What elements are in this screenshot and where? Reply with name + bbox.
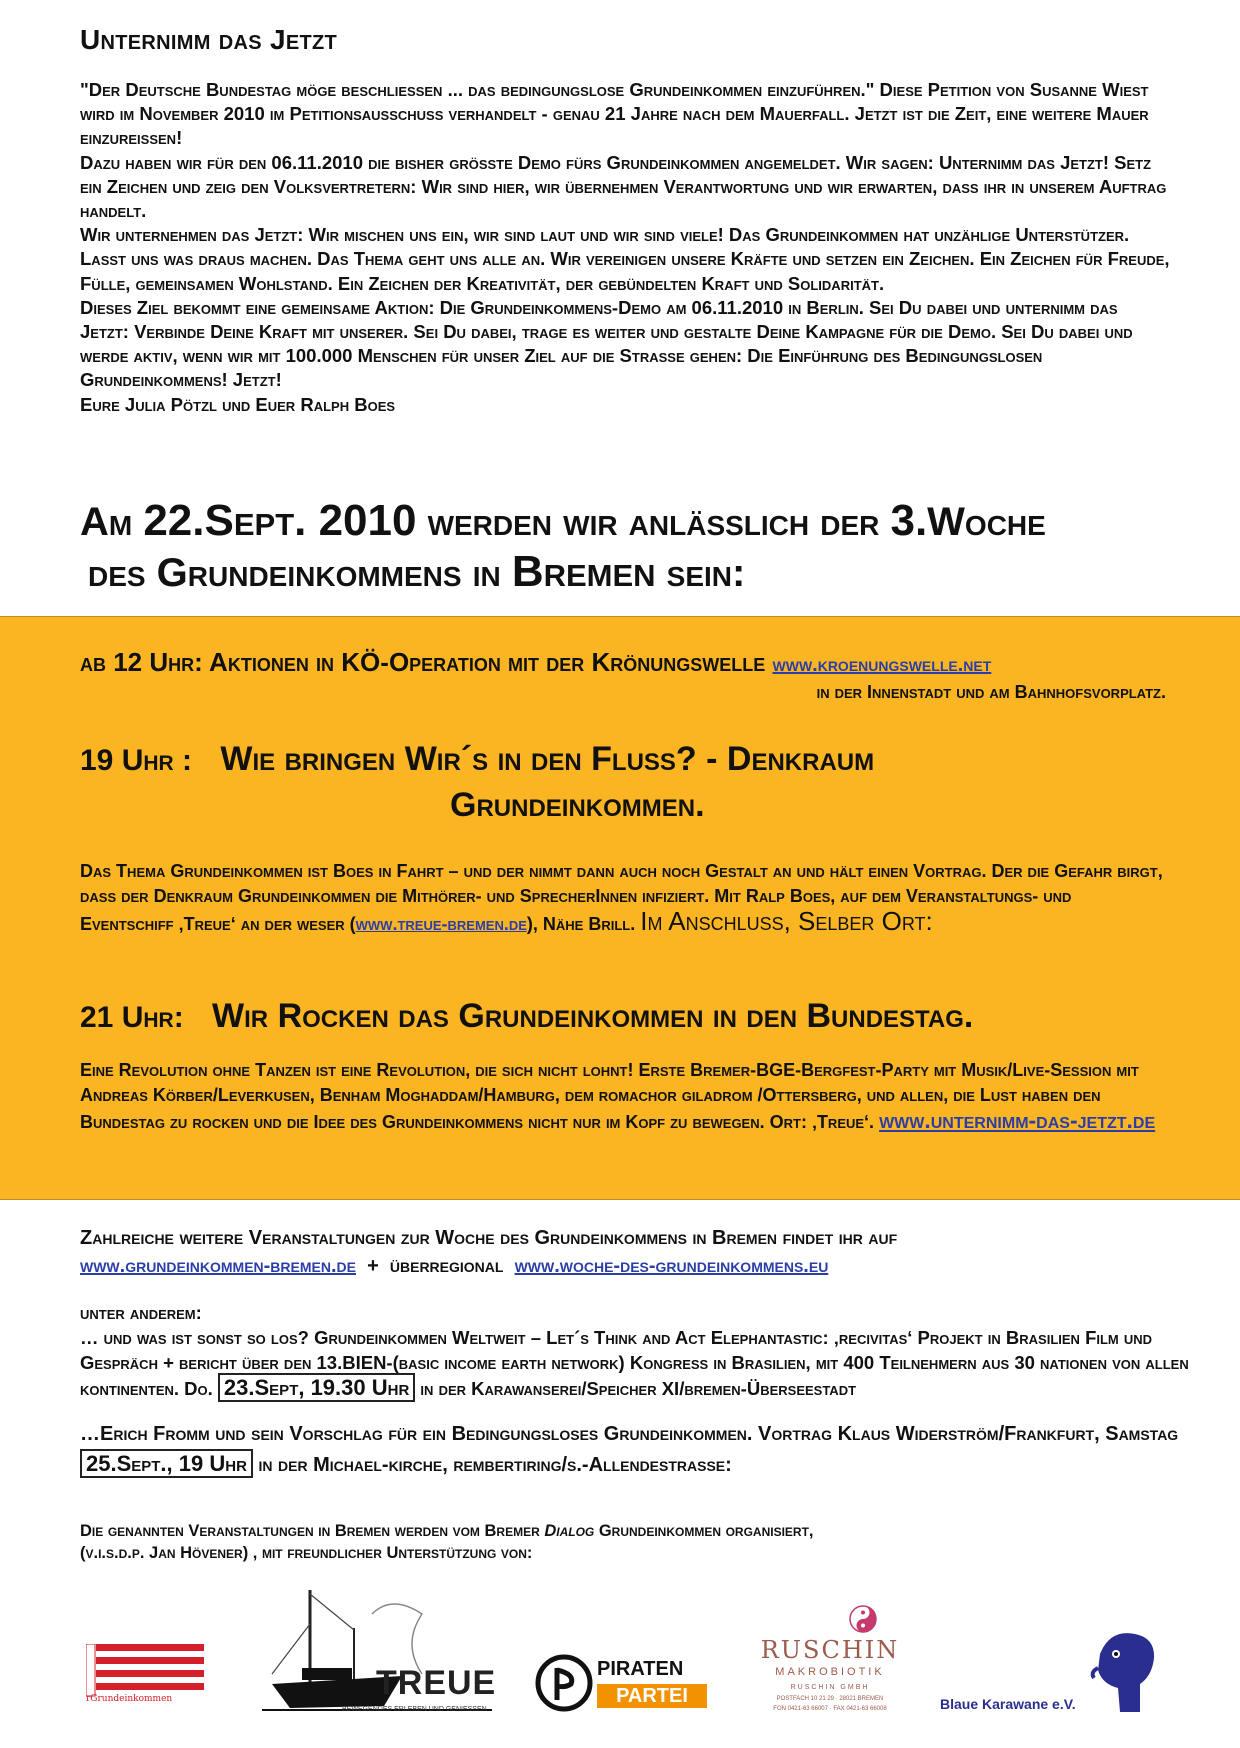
program-19-text: Das Thema Grundeinkommen ist Boes in Fahrt – und der nimmt dann auch noch Gestalt an und hält einen Vortrag. Der die Gefahr birgt, dass der Denkraum Grundeinkommen die Mithörer- und SprecherInnen infiziert. Mit Ralp Boes, auf dem Veranstaltungs- und Eventschiff ‚Treue‘ an der weser ( <box>80 861 1163 934</box>
event-brasilien-text: … und was ist sonst so los? Grundeinkommen Weltweit – Let´s Think and Act Elephantastic: ‚recivitas‘ Projekt in Brasilien Film und Gespräch + bericht über den 13.BIEN-(basic income earth network) Kongress in Brasilien, mit 400 Teilnehmern aus 30 nationen von allen kontinenten. Do. <box>80 1327 1189 1399</box>
organizer-note <box>80 1520 1190 1564</box>
more-events-section <box>80 1224 1190 1564</box>
event-headline <box>80 496 1200 598</box>
program-21-uhr <box>80 997 1170 1135</box>
program-19-description <box>80 859 1170 937</box>
unter-anderem-label: unter anderem: <box>80 1302 202 1323</box>
headline-text: werden wir anlässlich der <box>416 500 891 544</box>
event-brasilien-place: in der Karawanserei/Speicher XI/bremen-Überseestadt <box>415 1378 857 1399</box>
sponsor-logos <box>0 1584 1240 1734</box>
karawane-wordmark: Blaue Karawane e.V. <box>940 1696 1076 1712</box>
headline-date: 22.Sept. 2010 <box>143 496 417 545</box>
ruschin-wordmark: RUSCHIN <box>760 1636 900 1664</box>
more-events-intro <box>80 1224 1190 1280</box>
organizer-dialog: Dialog <box>544 1522 595 1540</box>
program-12-title-text: ab 12 Uhr: Aktionen in KÖ-Operation mit der Krönungswelle <box>80 647 766 677</box>
partei-wordmark: PARTEI <box>597 1684 707 1708</box>
ruschin-address: POSTFACH 10 21 29 · 28021 BREMEN <box>776 1696 884 1702</box>
program-19-title-1: Wie bringen Wir´s in den Fluss? - Denkraum <box>220 740 875 778</box>
intro-paragraph-3: Wir unternehmen das Jetzt: Wir mischen uns ein, wir sind laut und wir sind viele! Das Grundeinkommen hat unzählige Unterstützer. Lasst uns was draus machen. Das Thema geht uns alle an. Wir vereinigen unsere Kräfte und setzen ein Zeichen. Ein Zeichen für Freude, Fülle, gemeinsamen Wohlstand. Ein Zeichen der Kreativität, der gebündelten Kraft und Solidarität. <box>80 224 1170 294</box>
program-19-title <box>80 737 1170 783</box>
program-12-uhr <box>80 647 1170 703</box>
treue-wordmark: TREUE <box>376 1664 497 1702</box>
program-19-time: 19 Uhr : <box>80 744 193 777</box>
event-fromm-date: 25.Sept., 19 Uhr <box>80 1449 253 1478</box>
program-21-title-text: Wir Rocken das Grundeinkommen in den Bundestag. <box>212 997 974 1035</box>
event-fromm-text: …Erich Fromm und sein Vorschlag für ein Bedingungsloses Grundeinkommen. Vortrag Klaus Widerström/Frankfurt, Samstag <box>80 1423 1179 1445</box>
treue-link[interactable]: www.treue-bremen.de <box>355 914 527 934</box>
program-21-text: Eine Revolution ohne Tanzen ist eine Revolution, die sich nicht lohnt! Erste Bremer-BGE-Bergfest-Party mit Musik/Live-Session mit Andreas Körber/Leverkusen, Benham Moghaddam/Hamburg, dem romachor giladrom /Ottersberg, und allen, die Lust haben den Bundestag zu rocken und die Idee des Grundeinkommens nicht nur im Kopf zu bewegen. Ort: ‚Treue‘. <box>80 1060 1139 1132</box>
program-19-uhr <box>80 737 1170 937</box>
treue-tagline: BEWEGENDES ERLEBEN UND GENIESSEN <box>342 1706 487 1713</box>
intro-title: Unternimm das Jetzt <box>80 24 338 55</box>
headline-line-2 <box>80 547 1200 598</box>
intro-signature: Eure Julia Pötzl und Euer Ralph Boes <box>80 393 396 415</box>
program-19-anschluss: Im Anschluss, Selber Ort: <box>640 906 933 936</box>
headline-week-number: 3. <box>890 496 928 545</box>
pirate-sail-icon <box>535 1654 593 1712</box>
bremen-caption: rGrundeinkommen <box>86 1694 173 1704</box>
headline-line-1 <box>80 496 1200 547</box>
event-fromm-place: in der Michael-kirche, rembertiring/s.-Allendestraße: <box>252 1454 732 1476</box>
ruschin-logo <box>760 1604 900 1724</box>
intro-paragraph-2: Dazu haben wir für den 06.11.2010 die bisher größte Demo fürs Grundeinkommen angemeldet. Wir sagen: Unternimm das Jetzt! Setz ein Zeichen und zeig den Volksvertretern: Wir sind hier, wir übernehmen Verantwortung und wir erwarten, dass ihr in unserem Auftrag handelt. <box>80 151 1167 222</box>
headline-am: Am <box>80 500 144 544</box>
kroenungswelle-link[interactable]: www.kroenungswelle.net <box>772 654 992 676</box>
unternimm-link[interactable]: www.unternimm-das-jetzt.de <box>879 1107 1156 1133</box>
headline-woche: Woche <box>927 500 1046 544</box>
event-fromm <box>80 1419 1190 1480</box>
more-events-text: Zahlreiche weitere Veranstaltungen zur Woche des Grundeinkommens in Bremen findet ihr auf <box>80 1227 898 1249</box>
headline-sein: sein: <box>655 551 746 595</box>
ruschin-gmbh: RUSCHIN GMBH <box>790 1684 870 1691</box>
bremen-grundeinkommen-logo <box>86 1644 204 1706</box>
yin-yang-icon <box>848 1604 878 1634</box>
ruschin-subtitle: MAKROBIOTIK <box>775 1666 885 1678</box>
headline-city: Bremen <box>511 547 656 596</box>
program-21-description <box>80 1058 1170 1135</box>
headline-text-2: des Grundeinkommens in <box>88 551 512 595</box>
program-19-text-2: ), Nähe Brill. <box>526 914 641 934</box>
organizer-text-2: Grundeinkommen organisiert, <box>594 1522 814 1540</box>
event-brasilien <box>80 1300 1190 1401</box>
program-19-title-2: Grundeinkommen. <box>450 786 705 824</box>
organizer-vsdp: (v.i.s.d.p. Jan Hövener) , mit freundlicher Unterstützung von: <box>80 1544 533 1562</box>
woche-link[interactable]: www.woche-des-grundeinkommens.eu <box>514 1255 829 1277</box>
intro-paragraph-1: "Der Deutsche Bundestag möge beschließen ... das bedingungslose Grundeinkommen einzuführen." Diese Petition von Susanne Wiest wird im November 2010 im Petitionsausschuss verhandelt - genau 21 Jahre nach dem Mauerfall. Jetzt ist die Zeit, eine weitere Mauer einzureißen! <box>80 79 1149 149</box>
blue-camel-icon <box>1080 1624 1170 1714</box>
ruschin-phone: FON 0421-63 66007 · FAX 0421-63 66008 <box>773 1706 887 1712</box>
treue-logo <box>262 1584 497 1718</box>
program-12-location: in der Innenstadt und am Bahnhofsvorplatz. <box>816 682 1166 702</box>
program-21-title <box>80 997 1170 1036</box>
intro-paragraph-4: Dieses Ziel bekommt eine gemeinsame Aktion: Die Grundeinkommens-Demo am 06.11.2010 in Berlin. Sei Du dabei und unternimm das Jetzt: Verbinde Deine Kraft mit unserer. Sei Du dabei, trage es weiter und gestalte Deine Kampagne für die Demo. Sei Du dabei und werde aktiv, wenn wir mit 100.000 Menschen für unser Ziel auf die Straße gehen: Die Einführung des Bedingungslosen Grundeinkommens! Jetzt! <box>80 296 1133 391</box>
program-21-time: 21 Uhr: <box>80 1001 184 1034</box>
piraten-partei-logo <box>535 1654 710 1714</box>
intro-section <box>80 24 1170 417</box>
more-events-overregional: + überregional <box>355 1255 515 1277</box>
program-band <box>0 616 1240 1200</box>
organizer-text-1: Die genannten Veranstaltungen in Bremen werden vom Bremer <box>80 1522 545 1540</box>
event-brasilien-date: 23.Sept, 19.30 Uhr <box>218 1373 415 1402</box>
piraten-wordmark: PIRATEN <box>597 1658 684 1680</box>
blaue-karawane-logo <box>940 1624 1170 1724</box>
program-12-title <box>80 647 1170 678</box>
grundeinkommen-bremen-link[interactable]: www.grundeinkommen-bremen.de <box>80 1255 356 1277</box>
